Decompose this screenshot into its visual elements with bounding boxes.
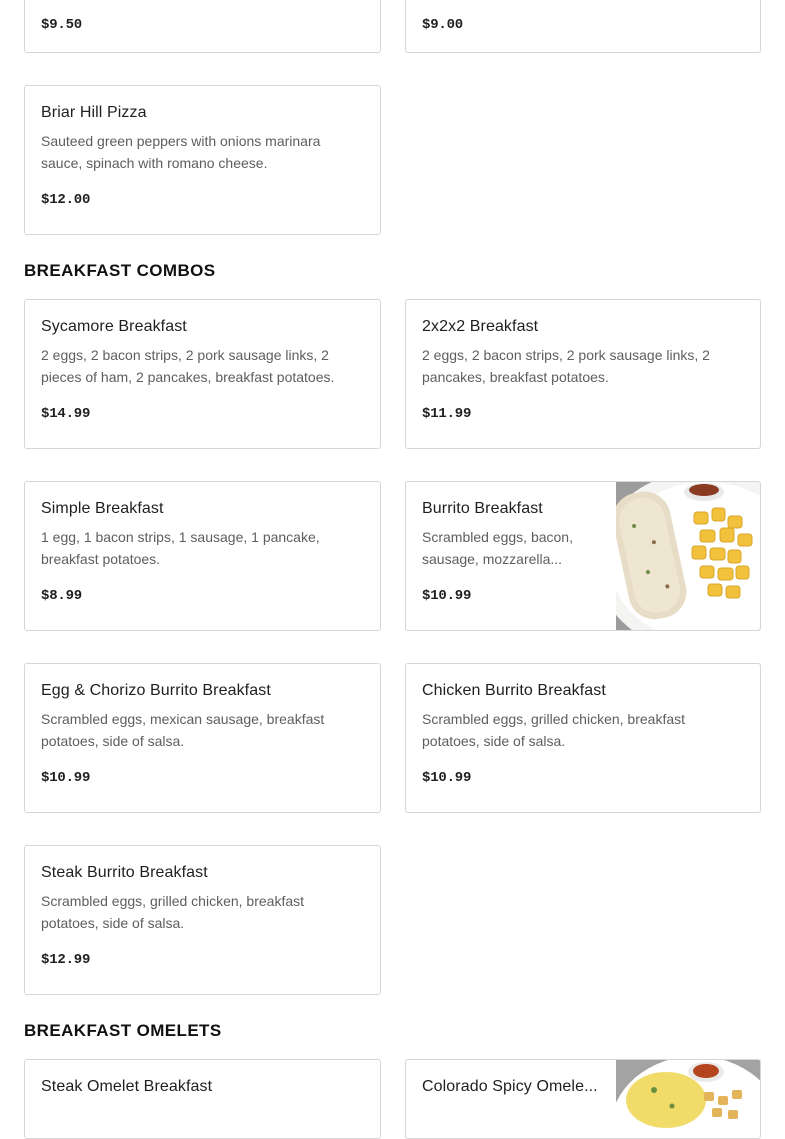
menu-item-description: Scrambled eggs, grilled chicken, breakfast potatoes, side of salsa. <box>41 893 305 931</box>
menu-item-body <box>41 664 364 812</box>
menu-item-description: Sauteed green peppers with onions marinara sauce, spinach with romano cheese. <box>41 133 321 171</box>
menu-item-body <box>41 846 364 994</box>
menu-item-body <box>41 86 364 234</box>
menu-item-name: Colorado Spicy Omele... <box>422 1078 598 1095</box>
menu-item-name: Egg & Chorizo Burrito Breakfast <box>41 682 271 699</box>
menu-item-name: Briar Hill Pizza <box>41 104 147 121</box>
menu-item-name: Burrito Breakfast <box>422 500 543 517</box>
menu-item-price: $11.99 <box>422 406 472 422</box>
menu-item-body <box>422 300 744 448</box>
menu-item-chicken-burrito-breakfast[interactable] <box>405 663 761 813</box>
menu-item-price: $14.99 <box>41 406 91 422</box>
menu-item-price: $10.99 <box>422 588 472 604</box>
menu-item-colorado-spicy-omelet[interactable] <box>405 1059 761 1139</box>
menu-item-price: $10.99 <box>41 770 91 786</box>
menu-item-name: Sycamore Breakfast <box>41 318 187 335</box>
menu-item-price: $9.50 <box>41 17 83 33</box>
menu-item-name: Chicken Burrito Breakfast <box>422 682 606 699</box>
menu-item-name: Steak Omelet Breakfast <box>41 1078 213 1095</box>
menu-item-body <box>422 664 744 812</box>
section-title-breakfast-combos: BREAKFAST COMBOS <box>24 261 216 280</box>
menu-item-card[interactable] <box>24 0 381 53</box>
omelet-plate-image <box>616 1060 760 1138</box>
menu-item-body <box>422 482 600 630</box>
menu-item-description: 2 eggs, 2 bacon strips, 2 pork sausage links, 2 pieces of ham, 2 pancakes, breakfast potatoes. <box>41 347 335 385</box>
menu-item-sycamore-breakfast[interactable] <box>24 299 381 449</box>
menu-item-body <box>41 1060 364 1138</box>
menu-item-burrito-breakfast[interactable] <box>405 481 761 631</box>
menu-item-body <box>41 0 364 52</box>
menu-item-name: Simple Breakfast <box>41 500 164 517</box>
menu-item-price: $12.99 <box>41 952 91 968</box>
menu-item-description: 2 eggs, 2 bacon strips, 2 pork sausage links, 2 pancakes, breakfast potatoes. <box>422 347 710 385</box>
menu-item-price: $8.99 <box>41 588 83 604</box>
menu-item-description: Scrambled eggs, bacon, sausage, mozzarella... <box>422 529 573 567</box>
menu-item-description: Scrambled eggs, mexican sausage, breakfast potatoes, side of salsa. <box>41 711 325 749</box>
menu-item-steak-omelet-breakfast[interactable] <box>24 1059 381 1139</box>
menu-item-description: Scrambled eggs, grilled chicken, breakfast potatoes, side of salsa. <box>422 711 686 749</box>
menu-item-simple-breakfast[interactable] <box>24 481 381 631</box>
menu-item-name: Steak Burrito Breakfast <box>41 864 208 881</box>
menu-item-briar-hill-pizza[interactable] <box>24 85 381 235</box>
burrito-plate-image <box>616 482 760 630</box>
menu-item-body <box>422 1060 600 1138</box>
menu-item-name: 2x2x2 Breakfast <box>422 318 539 335</box>
menu-item-body <box>41 482 364 630</box>
colorado-omelet-photo <box>616 1060 760 1138</box>
menu-item-body <box>41 300 364 448</box>
menu-item-egg-chorizo-burrito-breakfast[interactable] <box>24 663 381 813</box>
section-title-breakfast-omelets: BREAKFAST OMELETS <box>24 1021 222 1040</box>
menu-item-2x2x2-breakfast[interactable] <box>405 299 761 449</box>
burrito-breakfast-photo <box>616 482 760 630</box>
menu-item-steak-burrito-breakfast[interactable] <box>24 845 381 995</box>
menu-item-price: $9.00 <box>422 17 464 33</box>
menu-item-price: $12.00 <box>41 192 91 208</box>
menu-item-body <box>422 0 744 52</box>
menu-item-card[interactable] <box>405 0 761 53</box>
menu-item-description: 1 egg, 1 bacon strips, 1 sausage, 1 pancake, breakfast potatoes. <box>41 529 320 567</box>
menu-item-price: $10.99 <box>422 770 472 786</box>
